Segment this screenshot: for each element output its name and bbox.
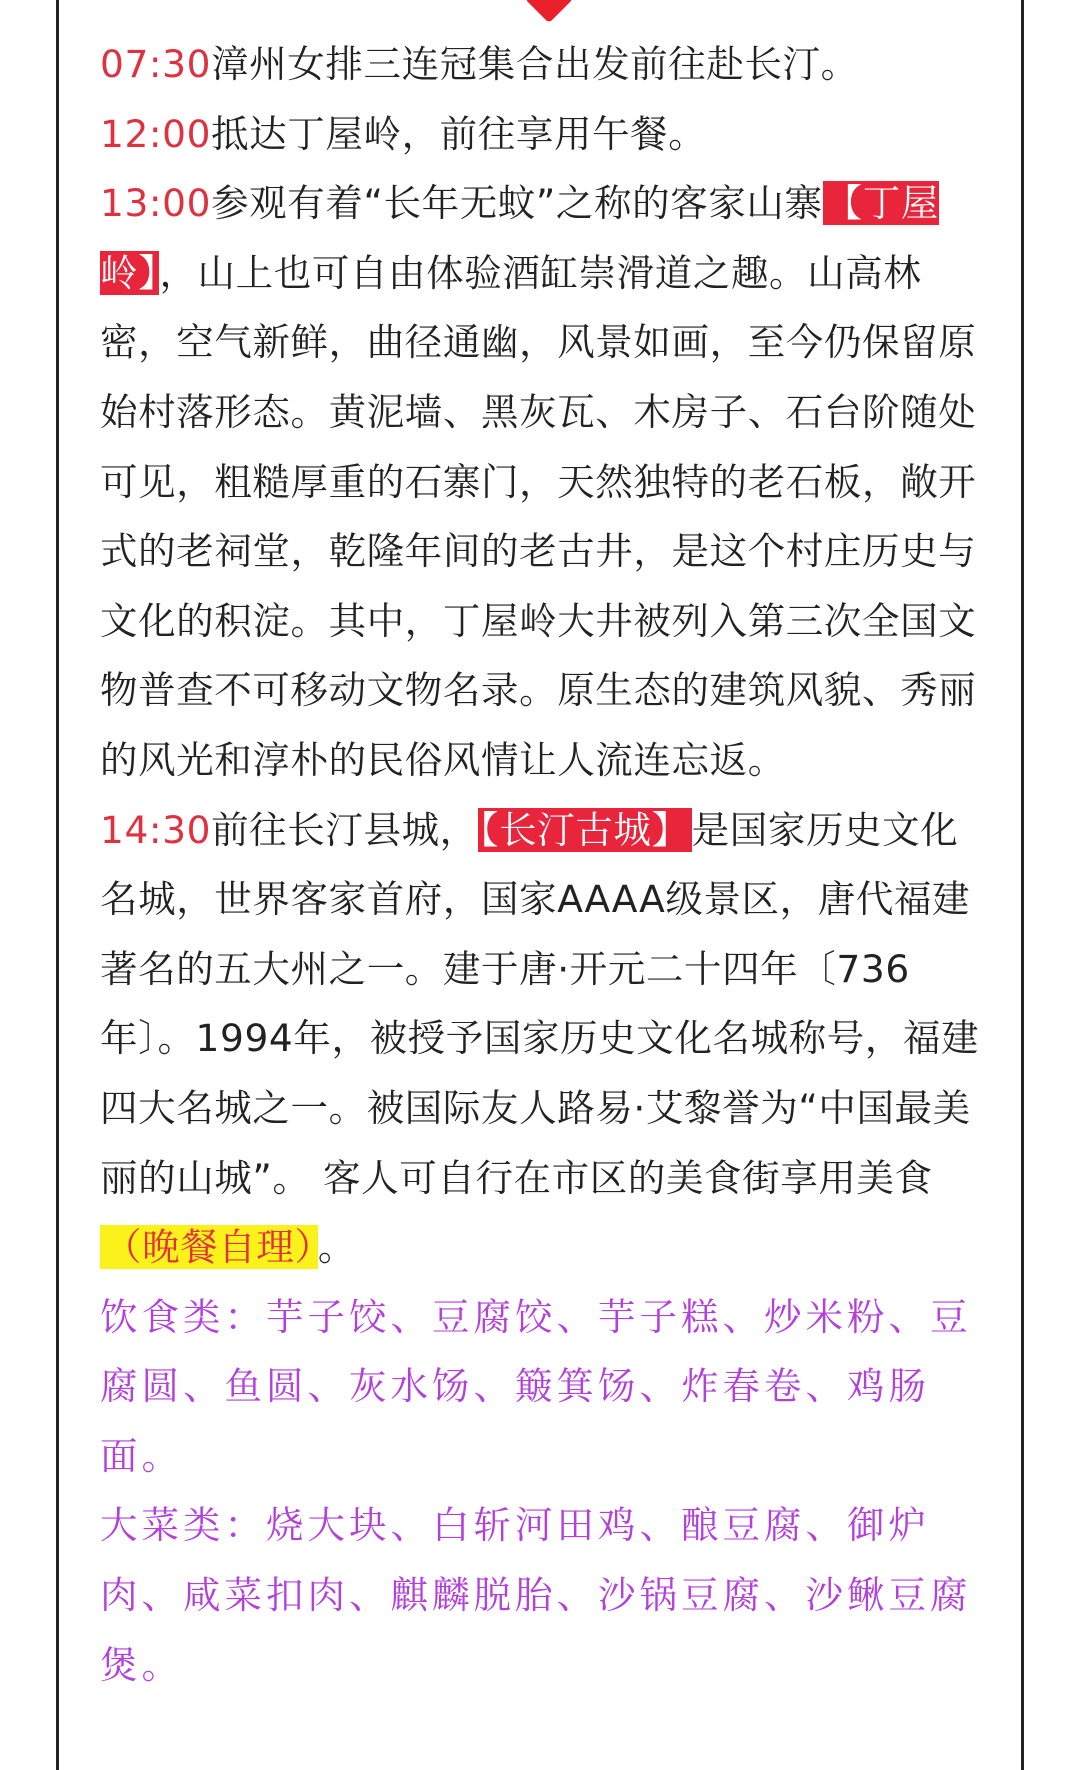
- food-snacks-list: 饮食类：芋子饺、豆腐饺、芋子糕、炒米粉、豆腐圆、鱼圆、灰水饧、簸箕饧、炸春卷、鸡肠面。: [100, 1294, 972, 1478]
- itinerary-item-1430: [100, 796, 990, 1283]
- itinerary-content: [100, 30, 990, 1700]
- highlight-dingwuling: 【丁屋岭】: [100, 181, 939, 295]
- itinerary-text: 前往长汀县城，: [211, 807, 478, 852]
- itinerary-item-1200: [100, 100, 990, 170]
- itinerary-text: 参观有着“长年无蚊”之称的客家山寨: [211, 181, 823, 226]
- itinerary-text-continued: 是国家历史文化名城，世界客家首府，国家AAAA级景区，唐代福建著名的五大州之一。建于唐·开元二十四年〔736年〕。1994年，被授予国家历史文化名城称号，福建四大名城之一。被国际友人路易·艾黎誉为“中国最美丽的山城”。 客人可自行在市区的美食街享用美食: [100, 807, 980, 1200]
- highlight-dinner-self-arranged: （晚餐自理）: [100, 1225, 318, 1269]
- time-label: 13:00: [100, 181, 212, 226]
- itinerary-text: 抵达丁屋岭，前往享用午餐。: [211, 111, 707, 156]
- food-dishes-list: 大菜类：烧大块、白斩河田鸡、酿豆腐、御炉肉、咸菜扣肉、麒麟脱胎、沙锅豆腐、沙鳅豆腐煲。: [100, 1503, 972, 1687]
- highlight-changting-old-town: 【长汀古城】: [479, 807, 690, 852]
- itinerary-item-0730: [100, 30, 990, 100]
- itinerary-item-1300: [100, 169, 990, 795]
- time-label: 12:00: [100, 111, 212, 156]
- itinerary-text-continued: ，山上也可自由体验酒缸崇滑道之趣。山高林密，空气新鲜，曲径通幽，风景如画，至今仍保留原始村落形态。黄泥墙、黑灰瓦、木房子、石台阶随处可见，粗糙厚重的石寨门，天然独特的老石板，敞开式的老祠堂，乾隆年间的老古井，是这个村庄历史与文化的积淀。其中，丁屋岭大井被列入第三次全国文物普查不可移动文物名录。原生态的建筑风貌、秀丽的风光和淳朴的民俗风情让人流连忘返。: [100, 250, 977, 782]
- itinerary-text: 漳州女排三连冠集合出发前往赴长汀。: [211, 42, 859, 86]
- time-label: 14:30: [100, 807, 212, 852]
- time-label: 07:30: [100, 42, 212, 86]
- itinerary-text-end: 。: [317, 1225, 356, 1270]
